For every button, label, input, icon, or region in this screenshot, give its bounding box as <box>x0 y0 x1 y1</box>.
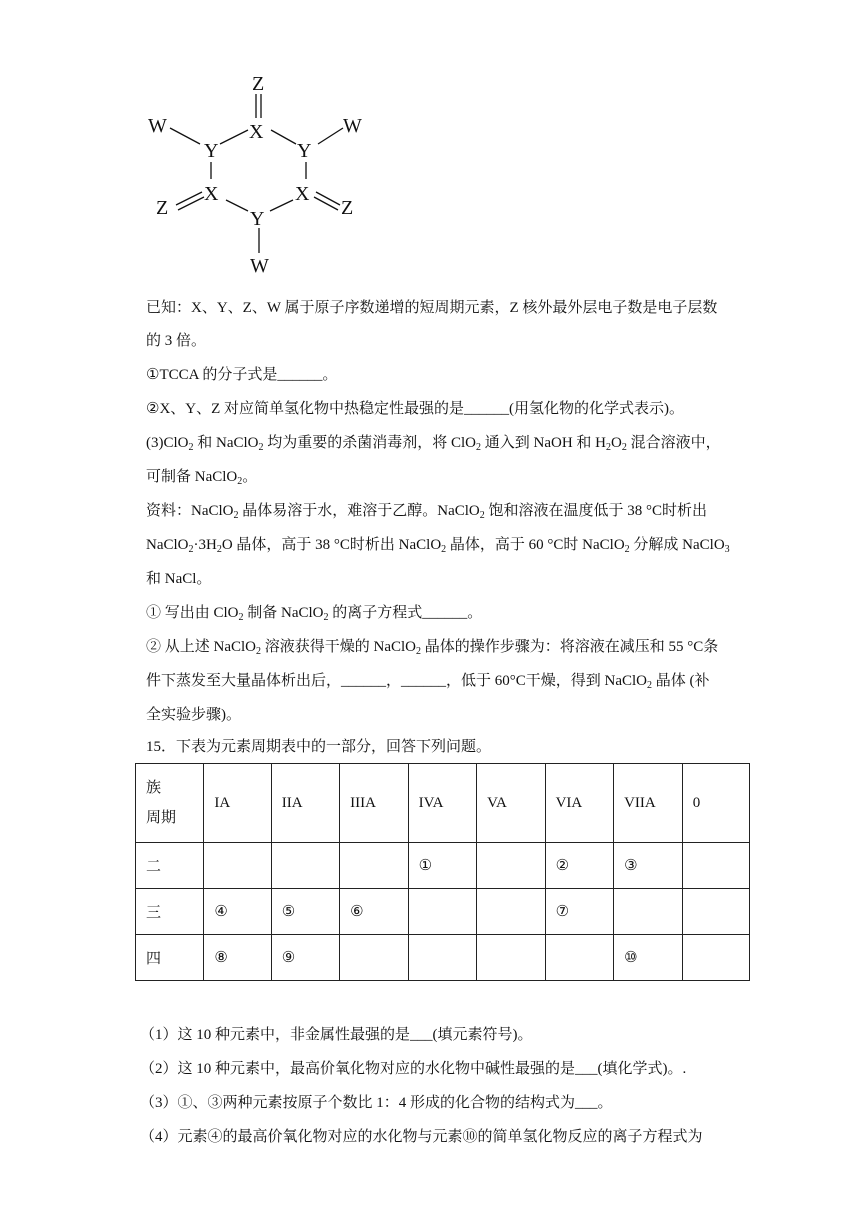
atom-z-left: Z <box>156 197 169 219</box>
table-cell <box>340 935 409 981</box>
table-cell <box>614 889 683 935</box>
table-cell: ② <box>545 843 614 889</box>
table-cell: ⑤ <box>271 889 339 935</box>
header-cell: IIIA <box>340 764 409 843</box>
atom-z-right: Z <box>341 197 354 219</box>
question-15-part-1: （1）这 10 种元素中，非金属性最强的是___(填元素符号)。 <box>140 1027 533 1043</box>
table-cell: ① <box>408 843 476 889</box>
header-cell: IVA <box>408 764 476 843</box>
table-cell <box>340 843 409 889</box>
question-15-part-4: （4）元素④的最高价氧化物对应的水化物与元素⑩的简单氢化物反应的离子方程式为 <box>140 1129 703 1145</box>
atom-x-top: X <box>249 121 264 143</box>
table-cell: ⑥ <box>340 889 409 935</box>
table-cell <box>271 843 339 889</box>
atom-w-left: W <box>148 115 167 137</box>
table-cell <box>408 889 476 935</box>
atom-z-top: Z <box>252 73 265 95</box>
atom-x-left: X <box>204 183 219 205</box>
table-cell <box>545 935 614 981</box>
table-cell: ④ <box>204 889 271 935</box>
header-cell: VIIA <box>614 764 683 843</box>
table-row <box>136 843 750 889</box>
period-label: 二 <box>136 843 204 889</box>
atom-y-right: Y <box>297 140 312 162</box>
table-cell <box>682 935 749 981</box>
section-3-intro-line1: (3)ClO$_2$ 和 NaClO$_2$ 均为重要的杀菌消毒剂，将 ClO$_2$ 通入到 NaOH 和 $H_2O_2$ 混合溶液中， <box>146 435 721 453</box>
table-cell <box>682 889 749 935</box>
table-cell: ⑦ <box>545 889 614 935</box>
table-cell: ⑧ <box>204 935 271 981</box>
header-cell: VIA <box>545 764 614 843</box>
header-cell: IIA <box>271 764 339 843</box>
section-3-intro-line2: 可制备 NaClO$_2$。 <box>146 469 258 487</box>
table-row <box>136 935 750 981</box>
periodic-table-excerpt <box>135 763 750 981</box>
atom-y-left: Y <box>204 140 219 162</box>
known-condition-line1: 已知：X、Y、Z、W 属于原子序数递增的短周期元素，Z 核外最外层电子数是电子层数 <box>146 300 718 316</box>
info-line2: $NaClO_2\cdot 3H_2O$ 晶体，高于 38 °C时析出 NaClO$_2$ 晶体，高于 60 °C时 NaClO$_2$ 分解成 NaClO$_3$ <box>146 537 730 555</box>
table-cell: ③ <box>614 843 683 889</box>
info-line1: 资料：NaClO$_2$ 晶体易溶于水，难溶于乙醇。NaClO$_2$ 饱和溶液在温度低于 38 °C时析出 <box>146 503 708 521</box>
question-1-molecular-formula: ①TCCA 的分子式是______。 <box>146 367 338 383</box>
subquestion-2-line2: 件下蒸发至大量晶体析出后，______，______，低于 60°C干燥，得到 NaClO$_2$ 晶体 (补 <box>146 673 710 691</box>
table-cell: ⑩ <box>614 935 683 981</box>
table-cell: ⑨ <box>271 935 339 981</box>
header-cell: IA <box>204 764 271 843</box>
subquestion-2-line3: 全实验步骤)。 <box>146 707 241 723</box>
table-cell <box>477 889 545 935</box>
header-cell: VA <box>477 764 545 843</box>
subquestion-2-line1: ② 从上述 NaClO$_2$ 溶液获得干燥的 NaClO$_2$ 晶体的操作步骤为：将溶液在减压和 55 °C条 <box>146 639 719 657</box>
table-cell <box>477 843 545 889</box>
atom-w-bottom: W <box>250 255 269 277</box>
atom-y-bottom: Y <box>250 208 265 230</box>
corner-period-label: 周期 <box>146 810 177 826</box>
known-condition-line2: 的 3 倍。 <box>146 333 207 349</box>
table-cell <box>408 935 476 981</box>
header-cell: 0 <box>682 764 749 843</box>
question-15-part-2: （2）这 10 种元素中，最高价氧化物对应的水化物中碱性最强的是___(填化学式)。. <box>140 1061 687 1077</box>
atom-x-right: X <box>295 183 310 205</box>
question-15-title: 15．下表为元素周期表中的一部分，回答下列问题。 <box>146 739 492 755</box>
tcca-structure-diagram <box>140 66 380 281</box>
table-header-row <box>136 764 750 843</box>
period-label: 三 <box>136 889 204 935</box>
period-label: 四 <box>136 935 204 981</box>
table-cell <box>682 843 749 889</box>
table-cell <box>477 935 545 981</box>
atom-w-right: W <box>343 115 362 137</box>
question-2-hydride-stability: ②X、Y、Z 对应简单氢化物中热稳定性最强的是______(用氢化物的化学式表示)。 <box>146 401 685 417</box>
table-corner-cell <box>136 764 204 843</box>
subquestion-1-ionic-equation: ① 写出由 ClO$_2$ 制备 NaClO$_2$ 的离子方程式______。 <box>146 605 483 623</box>
info-line3: 和 NaCl。 <box>146 571 212 587</box>
table-cell <box>204 843 271 889</box>
question-15-part-3: （3）①、③两种元素按原子个数比 1：4 形成的化合物的结构式为___。 <box>140 1095 613 1111</box>
corner-group-label: 族 <box>146 780 162 796</box>
table-row <box>136 889 750 935</box>
